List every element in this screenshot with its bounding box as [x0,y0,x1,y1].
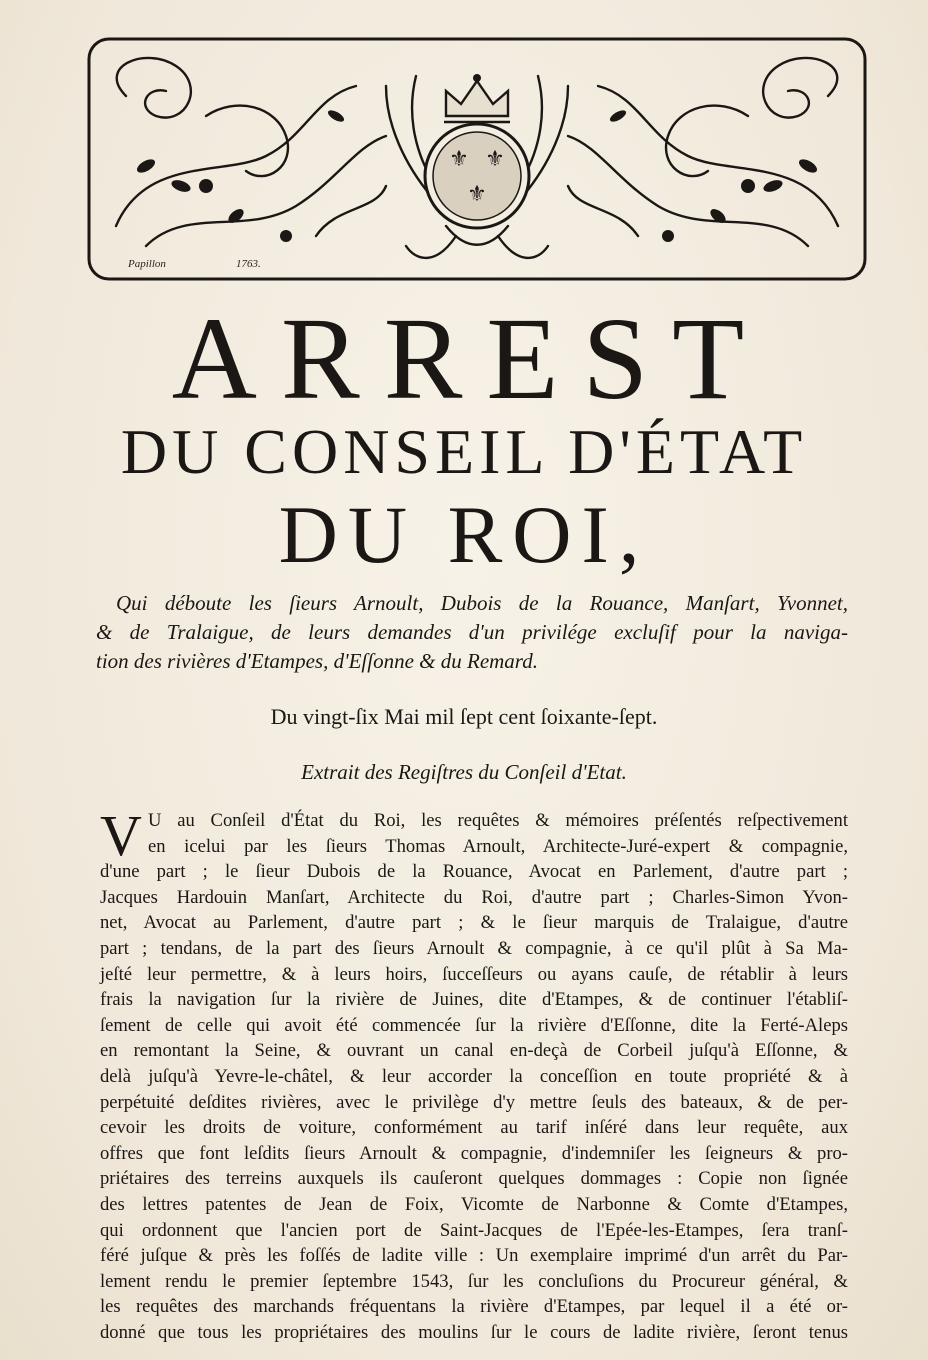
body-line: féré juſque & près les foſſés de ladite ville : Un exemplaire imprimé d'un arrêt du Par- [100,1245,848,1267]
subtitle-line: Qui déboute les ſieurs Arnoult, Dubois de la Rouance, Manſart, Yvonnet, [116,591,848,615]
extract-heading: Extrait des Regiſtres du Conſeil d'Etat. [301,760,627,784]
svg-text:⚜: ⚜ [467,182,487,207]
title-arrest: ARREST [171,293,769,424]
decree-date: Du vingt-ſix Mai mil ſept cent ſoixante-ſept. [270,704,658,729]
svg-text:⚜: ⚜ [449,147,469,172]
body-line: delà juſqu'à Yevre-le-châtel, & leur accorder la conceſſion en toute propriété & à [100,1065,848,1087]
body-text [100,803,848,1345]
body-line: U au Conſeil d'État du Roi, les requêtes & mémoires préſentés reſpectivement [148,810,848,831]
body-line: donné que tous les propriétaires des moulins ſur le cours de ladite rivière, ſeront tenus [100,1321,848,1343]
body-line: cevoir les droits de voiture, conformément au tarif inſéré dans leur requête, aux [100,1117,848,1139]
body-line: les requêtes des marchands fréquentans la rivière d'Etampes, par lequel il a été or- [100,1296,848,1318]
ornamental-headpiece [86,36,868,282]
subtitle-line: tion des rivières d'Etampes, d'Eſſonne & du Remard. [96,649,538,673]
body-line: part ; tendans, de la part des ſieurs Arnoult & compagnie, à ce qu'il plût à Sa Ma- [100,937,848,959]
body-line: offres que font leſdits ſieurs Arnoult & compagnie, d'indemniſer les ſeigneurs & pro- [100,1142,848,1164]
drop-cap: V [100,803,142,868]
svg-text:⚜: ⚜ [485,147,505,172]
body-line: des lettres patentes de Jean de Foix, Vicomte de Narbonne & Comte d'Etampes, [100,1193,848,1215]
headpiece-engraving [86,36,868,282]
body-line: net, Avocat au Parlement, d'autre part ; & le ſieur marquis de Tralaigue, d'autre [100,912,848,934]
body-line: ſement de celle qui avoit été commencée ſur la rivière d'Eſſonne, dite la Ferté-Aleps [100,1014,848,1036]
body-line: en icelui par les ſieurs Thomas Arnoult, Architecte-Juré-expert & compagnie, [148,835,848,857]
body-line: d'une part ; le ſieur Dubois de la Rouance, Avocat en Parlement, d'autre part ; [100,861,848,883]
body-line: frais la navigation ſur la rivière de Juines, dite d'Etampes, & de continuer l'établiſ- [100,989,848,1011]
body-line: jeſté leur permettre, & à leurs hoirs, ſucceſſeurs ou ayans cauſe, de rétablir à leurs [100,963,848,985]
body-line: Jacques Hardouin Manſart, Architecte du Roi, d'autre part ; Charles-Simon Yvon- [100,886,848,908]
title-conseil: DU CONSEIL D'ÉTAT [120,416,808,487]
engraver-signature: Papillon [128,258,166,270]
subtitle-line: & de Tralaigue, de leurs demandes d'un privilége excluſif pour la naviga- [96,620,848,644]
body-line: perpétuité deſdites rivières, avec le privilège d'y mettre ſeuls des bateaux, & de per- [100,1091,848,1113]
body-line: qui ordonnent que l'ancien port de Saint-Jacques de l'Epée-les-Etampes, ſera tranſ- [100,1219,848,1241]
body-line: en remontant la Seine, & ouvrant un canal en-deçà de Corbeil juſqu'à Eſſonne, & [100,1040,848,1062]
engraving-year: 1763. [236,258,261,270]
body-line: priétaires des terreins auxquels ils cauſeront quelques dommages : Copie non ſignée [100,1168,848,1190]
title-du-roi: DU ROI, [278,489,650,580]
subtitle [96,589,848,676]
body-line: lement rendu le premier ſeptembre 1543, ſur les concluſions du Procureur général, & [100,1270,848,1292]
